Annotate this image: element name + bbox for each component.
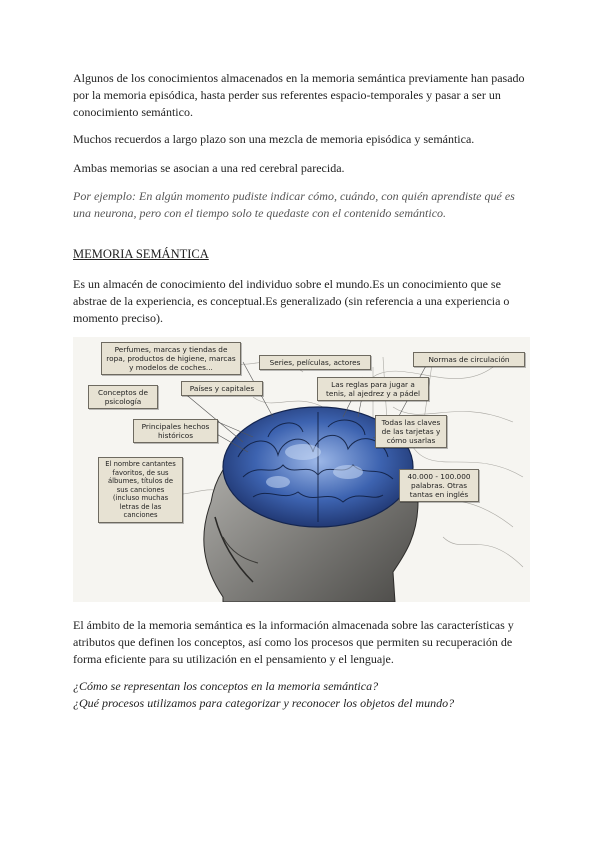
label-principales: Principales hechos históricos [133, 419, 218, 443]
label-reglas: Las reglas para jugar a tenis, al ajedrez y a pádel [317, 377, 429, 401]
definition-paragraph: Es un almacén de conocimiento del individuo sobre el mundo.Es un conocimiento que se abstrae de la experiencia, es conceptual.Es generalizado (sin referencia a una experiencia o momento preciso). [73, 277, 510, 325]
label-perfumes: Perfumes, marcas y tiendas de ropa, productos de higiene, marcas y modelos de coches... [101, 342, 241, 375]
question-1: ¿Cómo se representan los conceptos en la memoria semántica? [73, 679, 379, 693]
section-heading: MEMORIA SEMÁNTICA [73, 247, 209, 261]
label-cantantes: El nombre cantantes favoritos, de sus álbumes, títulos de sus canciones (incluso muchas letras de las canciones [98, 457, 183, 523]
intro-paragraph-3: Ambas memorias se asocian a una red cerebral parecida. [73, 161, 345, 175]
intro-paragraph-2: Muchos recuerdos a largo plazo son una mezcla de memoria episódica y semántica. [73, 132, 475, 146]
question-2: ¿Qué procesos utilizamos para categorizar y reconocer los objetos del mundo? [73, 696, 455, 710]
example-paragraph: Por ejemplo: En algún momento pudiste indicar cómo, cuándo, con quién aprendiste qué es una neurona, pero con el tiempo solo te quedaste con el contenido semántico. [73, 189, 515, 220]
label-teclas: Todas las claves de las tarjetas y cómo usarlas [375, 415, 447, 448]
semantic-memory-illustration [73, 337, 530, 602]
scope-paragraph: El ámbito de la memoria semántica es la información almacenada sobre las características y atributos que definen los conceptos, así como los procesos que permiten su recuperación de forma eficiente para su utilización en el pensamiento y el lenguaje. [73, 618, 514, 666]
intro-paragraph-1: Algunos de los conocimientos almacenados en la memoria semántica previamente han pasado por la memoria episódica, hasta perder sus referentes espacio-temporales y pasar a ser un conocimiento semántico. [73, 71, 525, 119]
label-paises: Países y capitales [181, 381, 263, 396]
label-normas: Normas de circulación [413, 352, 525, 367]
label-palabras: 40.000 - 100.000 palabras. Otras tantas en inglés [399, 469, 479, 502]
label-series: Series, películas, actores [259, 355, 371, 370]
label-conceptos: Conceptos de psicología [88, 385, 158, 409]
